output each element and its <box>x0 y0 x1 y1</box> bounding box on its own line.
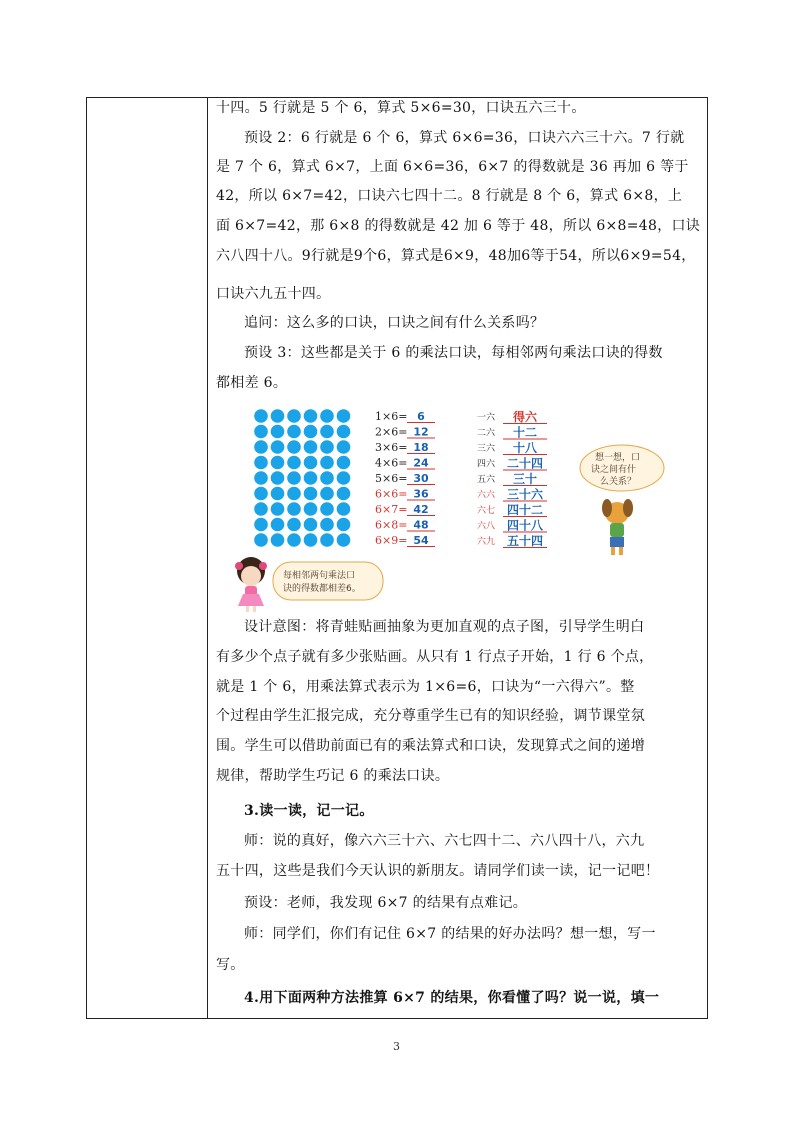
grid-dot <box>320 518 334 532</box>
lesson-table <box>86 97 708 1019</box>
rhyme-column <box>477 409 547 548</box>
grid-dot <box>320 440 334 454</box>
equation: 2×6= <box>375 425 408 439</box>
grid-dot <box>337 456 351 470</box>
paragraph-line: 围。学生可以借助前面已有的乘法算式和口诀，发现算式之间的递增 <box>216 738 645 754</box>
grid-dot <box>254 456 268 470</box>
grid-dot <box>271 425 285 439</box>
equation: 4×6= <box>375 456 408 470</box>
dot-grid <box>254 409 350 547</box>
grid-dot <box>337 487 351 501</box>
table-left-column <box>87 98 208 1018</box>
paragraph-line: 预设：老师，我发现 6×7 的结果有点难记。 <box>244 895 528 911</box>
equation: 1×6= <box>375 410 408 423</box>
grid-dot <box>320 425 334 439</box>
paragraph-line: 个过程由学生汇报完成，充分尊重学生已有的知识经验，调节课堂氛 <box>216 708 645 724</box>
equation: 6×6= <box>375 487 408 501</box>
grid-dot <box>337 533 351 547</box>
grid-dot <box>254 487 268 501</box>
equation-answer: 42 <box>413 503 429 516</box>
paragraph-line: 设计意图：将青蛙贴画抽象为更加直观的点子图，引导学生明白 <box>244 619 645 635</box>
equation-answer: 6 <box>417 410 425 423</box>
paragraph-line: 规律，帮助学生巧记 6 的乘法口诀。 <box>216 768 450 784</box>
grid-dot <box>320 409 334 423</box>
grid-dot <box>304 471 318 485</box>
rhyme-answer: 四十二 <box>506 503 544 517</box>
equation-answer: 54 <box>413 534 429 547</box>
grid-dot <box>320 487 334 501</box>
table-content-column <box>209 98 709 1018</box>
grid-dot <box>287 456 301 470</box>
paragraph-line: 师：说的真好，像六六三十六、六七四十二、六八四十八，六九 <box>244 833 645 849</box>
equation-answer: 12 <box>413 425 429 439</box>
page-number: 3 <box>393 1040 400 1053</box>
grid-dot <box>271 471 285 485</box>
rhyme-answer: 得六 <box>512 410 538 424</box>
grid-dot <box>320 456 334 470</box>
equation-answer: 18 <box>413 441 429 454</box>
grid-dot <box>287 440 301 454</box>
grid-dot <box>337 440 351 454</box>
paragraph-line: 面 6×7=42，那 6×8 的得数就是 42 加 6 等于 48，所以 6×8=48，口诀 <box>216 218 701 234</box>
grid-dot <box>320 533 334 547</box>
paragraph-line: 追问：这么多的口诀，口诀之间有什么关系吗？ <box>244 315 545 331</box>
paragraph-line: 都相差 6。 <box>216 375 288 391</box>
paragraph-line: 有多少个点子就有多少张贴画。从只有 1 行点子开始，1 行 6 个点， <box>216 649 654 665</box>
figure-svg <box>209 408 709 613</box>
grid-dot <box>287 425 301 439</box>
grid-dot <box>320 502 334 516</box>
grid-dot <box>287 471 301 485</box>
girl-speech-bubble <box>273 562 383 600</box>
paragraph-line: 口诀六九五十四。 <box>216 286 331 302</box>
grid-dot <box>304 440 318 454</box>
multiplication-figure <box>209 408 709 613</box>
grid-dot <box>287 487 301 501</box>
girl-illustration <box>235 557 267 612</box>
rhyme-prefix: 六八 <box>477 521 496 532</box>
grid-dot <box>254 440 268 454</box>
grid-dot <box>271 502 285 516</box>
grid-dot <box>304 502 318 516</box>
dog-bubble-line: 想一想，口 <box>595 453 641 463</box>
grid-dot <box>287 502 301 516</box>
equation: 3×6= <box>375 441 408 454</box>
paragraph-line: 预设 3：这些都是关于 6 的乘法口诀，每相邻两句乘法口诀的得数 <box>244 345 663 361</box>
grid-dot <box>304 487 318 501</box>
section-heading: 4.用下面两种方法推算 6×7 的结果，你看懂了吗？说一说，填一 <box>244 990 660 1006</box>
grid-dot <box>304 456 318 470</box>
grid-dot <box>304 533 318 547</box>
paragraph-line: 六八四十八。9行就是9个6，算式是6×9，48加6等于54，所以6×9=54， <box>216 248 696 264</box>
grid-dot <box>304 518 318 532</box>
equation-column <box>375 410 435 547</box>
grid-dot <box>254 502 268 516</box>
grid-dot <box>337 425 351 439</box>
girl-bubble-line: 每相邻两句乘法口 <box>283 571 356 581</box>
paragraph-line: 十四。5 行就是 5 个 6，算式 5×6=30，口诀五六三十。 <box>216 100 586 116</box>
paragraph-line: 预设 2：6 行就是 6 个 6，算式 6×6=36，口诀六六三十六。7 行就 <box>244 130 685 146</box>
rhyme-prefix: 二六 <box>477 428 496 439</box>
grid-dot <box>304 409 318 423</box>
rhyme-answer: 十二 <box>512 425 538 440</box>
rhyme-answer: 三十 <box>512 472 538 486</box>
rhyme-answer: 五十四 <box>506 534 544 548</box>
equation: 6×7= <box>375 503 408 516</box>
grid-dot <box>254 409 268 423</box>
paragraph-line: 是 7 个 6，算式 6×7，上面 6×6=36，6×7 的得数就是 36 再加 6 等于 <box>216 159 689 175</box>
equation: 5×6= <box>375 472 408 485</box>
rhyme-answer: 十八 <box>512 441 538 455</box>
grid-dot <box>304 425 318 439</box>
grid-dot <box>271 518 285 532</box>
rhyme-prefix: 一六 <box>477 413 496 423</box>
dog-illustration <box>602 499 633 555</box>
rhyme-prefix: 六七 <box>477 506 496 516</box>
equation: 6×9= <box>375 534 408 547</box>
equation-answer: 24 <box>413 456 429 470</box>
dog-bubble-line: 诀之间有什 <box>591 465 637 475</box>
grid-dot <box>271 409 285 423</box>
grid-dot <box>287 409 301 423</box>
rhyme-answer: 二十四 <box>506 456 544 471</box>
paragraph-line: 就是 1 个 6，用乘法算式表示为 1×6=6，口诀为“一六得六”。整 <box>216 679 635 695</box>
equation-answer: 48 <box>413 518 429 532</box>
rhyme-prefix: 五六 <box>477 475 496 485</box>
equation-answer: 30 <box>413 472 429 485</box>
girl-bubble-line: 诀的得数都相差6。 <box>283 584 361 594</box>
grid-dot <box>271 440 285 454</box>
paragraph-line: 42，所以 6×7=42，口诀六七四十二。8 行就是 8 个 6，算式 6×8，上 <box>216 188 683 204</box>
dog-speech-bubble <box>580 445 664 491</box>
grid-dot <box>337 409 351 423</box>
grid-dot <box>254 518 268 532</box>
section-heading: 3.读一读，记一记。 <box>244 803 374 819</box>
rhyme-answer: 三十六 <box>506 487 544 502</box>
grid-dot <box>271 487 285 501</box>
equation: 6×8= <box>375 518 408 532</box>
paragraph-line: 写。 <box>216 957 245 973</box>
grid-dot <box>254 471 268 485</box>
grid-dot <box>271 456 285 470</box>
rhyme-prefix: 四六 <box>477 459 496 470</box>
dog-bubble-line: 么关系？ <box>600 477 637 487</box>
grid-dot <box>337 502 351 516</box>
grid-dot <box>271 533 285 547</box>
grid-dot <box>254 533 268 547</box>
grid-dot <box>337 518 351 532</box>
rhyme-prefix: 三六 <box>477 444 496 454</box>
paragraph-line: 五十四，这些是我们今天认识的新朋友。请同学们读一读，记一记吧！ <box>216 863 660 879</box>
grid-dot <box>254 425 268 439</box>
grid-dot <box>287 533 301 547</box>
rhyme-prefix: 六九 <box>477 537 496 547</box>
rhyme-prefix: 六六 <box>477 490 496 501</box>
rhyme-answer: 四十八 <box>506 518 544 533</box>
grid-dot <box>320 471 334 485</box>
grid-dot <box>337 471 351 485</box>
equation-answer: 36 <box>413 487 429 501</box>
grid-dot <box>287 518 301 532</box>
paragraph-line: 师：同学们，你们有记住 6×7 的结果的好办法吗？想一想，写一 <box>244 926 656 942</box>
